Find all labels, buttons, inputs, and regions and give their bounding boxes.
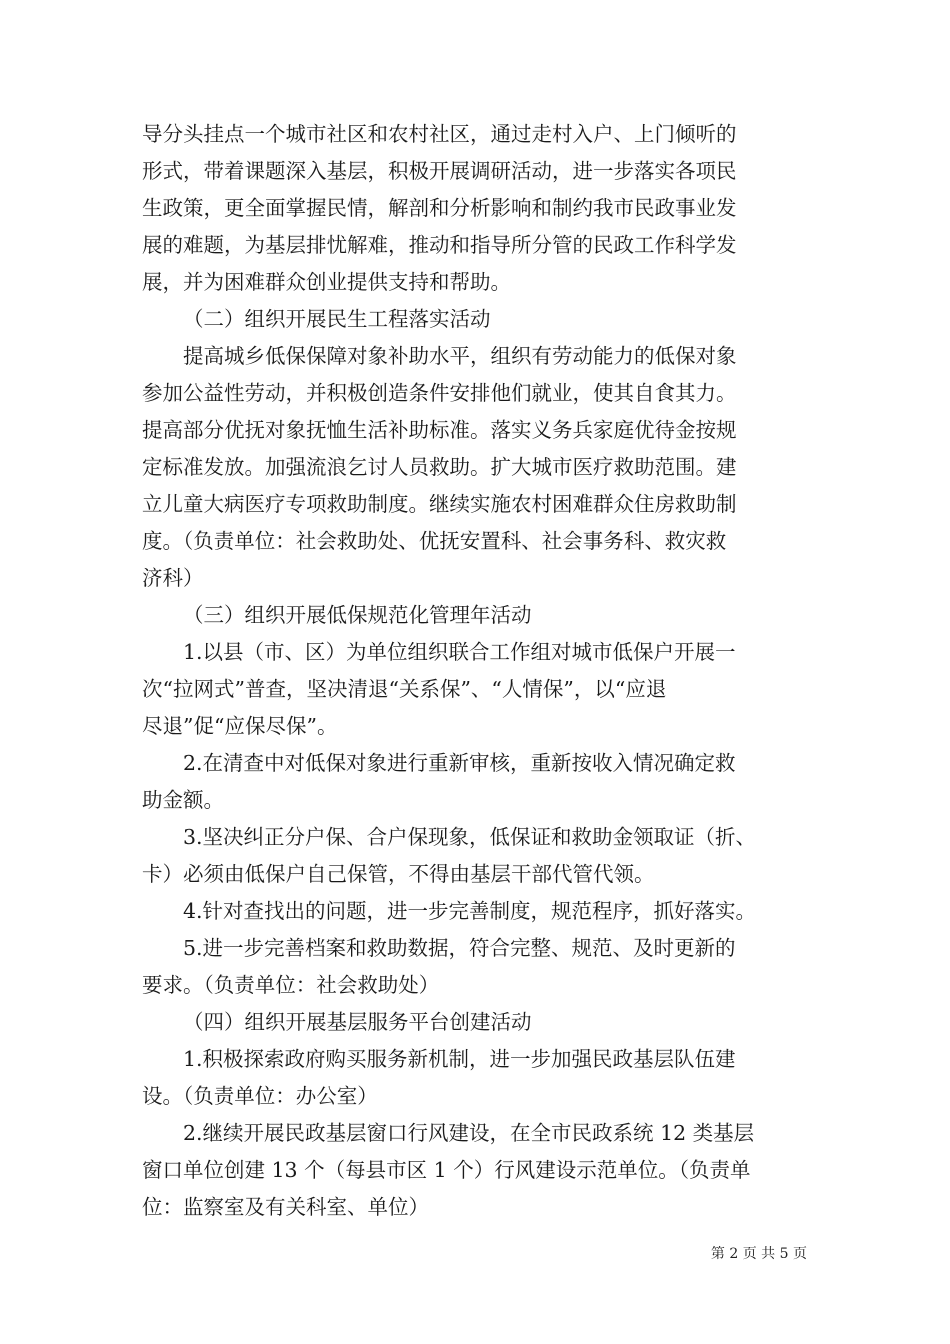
list-item-line: 3.坚决纠正分户保、合户保现象，低保证和救助金领取证（折、: [183, 825, 757, 849]
list-item-line: 2.在清查中对低保对象进行重新审核，重新按收入情况确定救: [183, 751, 736, 775]
list-item-line: 位：监察室及有关科室、单位）: [142, 1195, 429, 1219]
list-item-line: 4.针对查找出的问题，进一步完善制度，规范程序，抓好落实。: [183, 899, 757, 923]
paragraph-line: 提高城乡低保保障对象补助水平，组织有劳动能力的低保对象: [183, 344, 737, 368]
paragraph-line: 定标准发放。加强流浪乞讨人员救助。扩大城市医疗救助范围。建: [142, 455, 737, 479]
list-item-line: 2.继续开展民政基层窗口行风建设，在全市民政系统 12 类基层: [183, 1121, 755, 1145]
paragraph-line: 度。（负责单位：社会救助处、优抚安置科、社会事务科、救灾救: [142, 529, 727, 553]
paragraph-line: 提高部分优抚对象抚恤生活补助标准。落实义务兵家庭优待金按规: [142, 418, 737, 442]
list-item-line: 卡）必须由低保户自己保管，不得由基层干部代管代领。: [142, 862, 655, 886]
list-item-line: 1.以县（市、区）为单位组织联合工作组对城市低保户开展一: [183, 640, 736, 664]
list-item-line: 5.进一步完善档案和救助数据，符合完整、规范、及时更新的: [183, 936, 736, 960]
section-heading: （四）组织开展基层服务平台创建活动: [183, 1010, 532, 1034]
paragraph-line: 立儿童大病医疗专项救助制度。继续实施农村困难群众住房救助制: [142, 492, 737, 516]
list-item-line: 助金额。: [142, 788, 224, 812]
paragraph-line: 参加公益性劳动，并积极创造条件安排他们就业，使其自食其力。: [142, 381, 737, 405]
paragraph-line: 形式，带着课题深入基层，积极开展调研活动，进一步落实各项民: [142, 159, 737, 183]
list-item-line: 1.积极探索政府购买服务新机制，进一步加强民政基层队伍建: [183, 1047, 736, 1071]
paragraph-line: 济科）: [142, 566, 204, 590]
document-body: [142, 116, 810, 1226]
paragraph-line: 展的难题，为基层排忧解难，推动和指导所分管的民政工作科学发: [142, 233, 737, 257]
section-heading: （三）组织开展低保规范化管理年活动: [183, 603, 532, 627]
paragraph-line: 生政策，更全面掌握民情，解剖和分析影响和制约我市民政事业发: [142, 196, 737, 220]
list-item-line: 尽退”促“应保尽保”。: [142, 714, 338, 738]
list-item-line: 窗口单位创建 13 个（每县市区 1 个）行风建设示范单位。（负责单: [142, 1158, 751, 1182]
page-number-footer: 第 2 页 共 5 页: [710, 1246, 807, 1262]
list-item-line: 次“拉网式”普查，坚决清退“关系保”、“人情保”，以“应退: [142, 677, 667, 701]
list-item-line: 要求。（负责单位：社会救助处）: [142, 973, 440, 997]
paragraph-line: 展，并为困难群众创业提供支持和帮助。: [142, 270, 511, 294]
paragraph-line: 导分头挂点一个城市社区和农村社区，通过走村入户、上门倾听的: [142, 122, 737, 146]
section-heading: （二）组织开展民生工程落实活动: [183, 307, 491, 331]
list-item-line: 设。（负责单位：办公室）: [142, 1084, 378, 1108]
